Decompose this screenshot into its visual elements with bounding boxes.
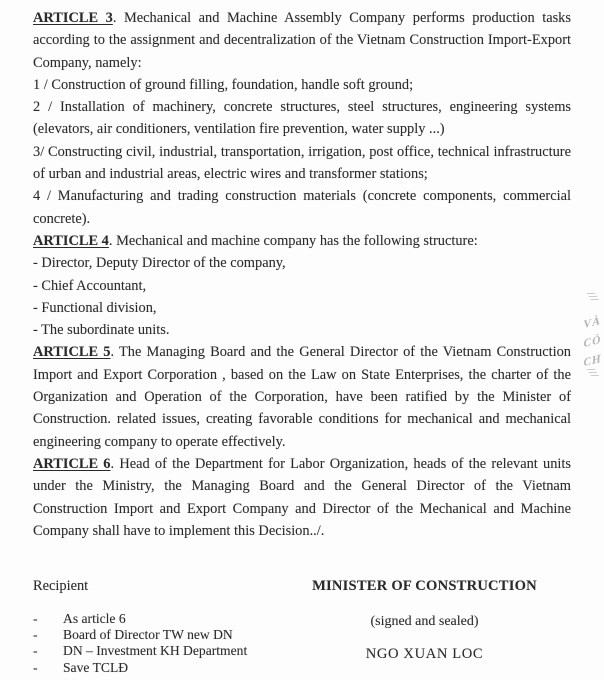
task-3-text: 3/ Constructing civil, industrial, transportation, irrigation, post office, technical infrastructure of urban and industrial areas, electric wires and transformer stations; bbox=[33, 143, 571, 183]
bullet-dash: - bbox=[33, 627, 38, 643]
recipient-label: Recipient bbox=[33, 578, 89, 594]
article-6-heading: ARTICLE 6 bbox=[33, 455, 111, 472]
task-4-text: 4 / Manufacturing and trading construction materials (concrete components, commercial concrete). bbox=[33, 188, 571, 227]
structure-4-text: - The subordinate units. bbox=[33, 322, 170, 339]
page-edge-artifacts bbox=[582, 290, 604, 389]
recipient-block bbox=[33, 576, 265, 676]
bullet-dash: - bbox=[33, 659, 38, 675]
task-1-text: 1 / Construction of ground filling, foundation, handle soft ground; bbox=[33, 76, 414, 93]
paragraph-structure-1 bbox=[33, 252, 571, 274]
paragraph-task-1 bbox=[33, 74, 571, 96]
paragraph-task-2 bbox=[33, 96, 571, 141]
article-3-text: . Mechanical and Machine Assembly Company performs production tasks according to the assignment and decentralization of the Vietnam Construction Import-Export Company, namely: bbox=[33, 10, 571, 71]
signature-title: MINISTER OF CONSTRUCTION bbox=[312, 578, 537, 594]
bullet-dash: - bbox=[33, 643, 38, 659]
bullet-dash: - bbox=[33, 611, 38, 626]
recipient-item-text: Save TCLĐ bbox=[63, 659, 129, 675]
list-item bbox=[33, 611, 265, 627]
edge-mark-text-2: CÓ bbox=[582, 333, 602, 351]
edge-mark-text-3: CH bbox=[582, 352, 602, 370]
paragraph-task-3 bbox=[33, 141, 571, 186]
paragraph-structure-3 bbox=[33, 297, 571, 319]
structure-3-text: - Functional division, bbox=[33, 299, 157, 316]
recipient-item-text: As article 6 bbox=[63, 611, 126, 626]
list-item bbox=[33, 627, 265, 643]
article-6-text: . Head of the Department for Labor Organization, heads of the relevant units under the Ministry, the Managing Board and the General Director of the Vietnam Construction Import and Export Company and Director of the Mechanical and Machine Company shall have to implement this Decision../. bbox=[33, 455, 571, 539]
recipient-item-text: Board of Director TW new DN bbox=[63, 627, 233, 643]
document-footer bbox=[33, 576, 584, 676]
paragraph-article-5 bbox=[33, 341, 571, 452]
article-5-heading: ARTICLE 5 bbox=[33, 344, 111, 361]
paragraph-article-6 bbox=[33, 453, 571, 542]
document-body bbox=[33, 7, 571, 542]
signature-block bbox=[265, 576, 584, 676]
list-item bbox=[33, 660, 265, 676]
list-item bbox=[33, 643, 265, 659]
edge-mark-hatch-bottom: /// bbox=[583, 366, 602, 380]
paragraph-structure-2 bbox=[33, 275, 571, 297]
article-5-text: . The Managing Board and the General Director of the Vietnam Construction Import and Export Corporation , based on the Law on State Enterprises, the charter of the Organization and Operation of the Corporation, have been ratified by the Minister of Construction. related issues, creating favorable conditions for mechanical and mechanical engineering company to operate effectively. bbox=[33, 344, 571, 450]
signature-name: NGO XUAN LOC bbox=[365, 646, 484, 662]
paragraph-article-4 bbox=[33, 230, 571, 252]
paragraph-structure-4 bbox=[33, 319, 571, 341]
recipient-list bbox=[33, 611, 265, 676]
article-4-text: . Mechanical and machine company has the following structure: bbox=[108, 232, 478, 249]
paragraph-article-3 bbox=[33, 7, 571, 74]
article-3-heading: ARTICLE 3 bbox=[33, 10, 113, 26]
edge-mark-text-1: VÀ bbox=[582, 314, 602, 332]
article-4-heading: ARTICLE 4 bbox=[33, 232, 109, 249]
recipient-item-text: DN – Investment KH Department bbox=[63, 643, 248, 659]
signature-note: (signed and sealed) bbox=[370, 614, 479, 629]
paragraph-task-4 bbox=[33, 185, 571, 230]
task-2-text: 2 / Installation of machinery, concrete structures, steel structures, engineering systems (elevators, air conditioners, ventilation fire prevention, water supply ...) bbox=[33, 99, 571, 138]
edge-mark-hatch-top: /// bbox=[583, 290, 602, 304]
structure-1-text: - Director, Deputy Director of the company, bbox=[33, 255, 286, 272]
structure-2-text: - Chief Accountant, bbox=[33, 277, 147, 294]
